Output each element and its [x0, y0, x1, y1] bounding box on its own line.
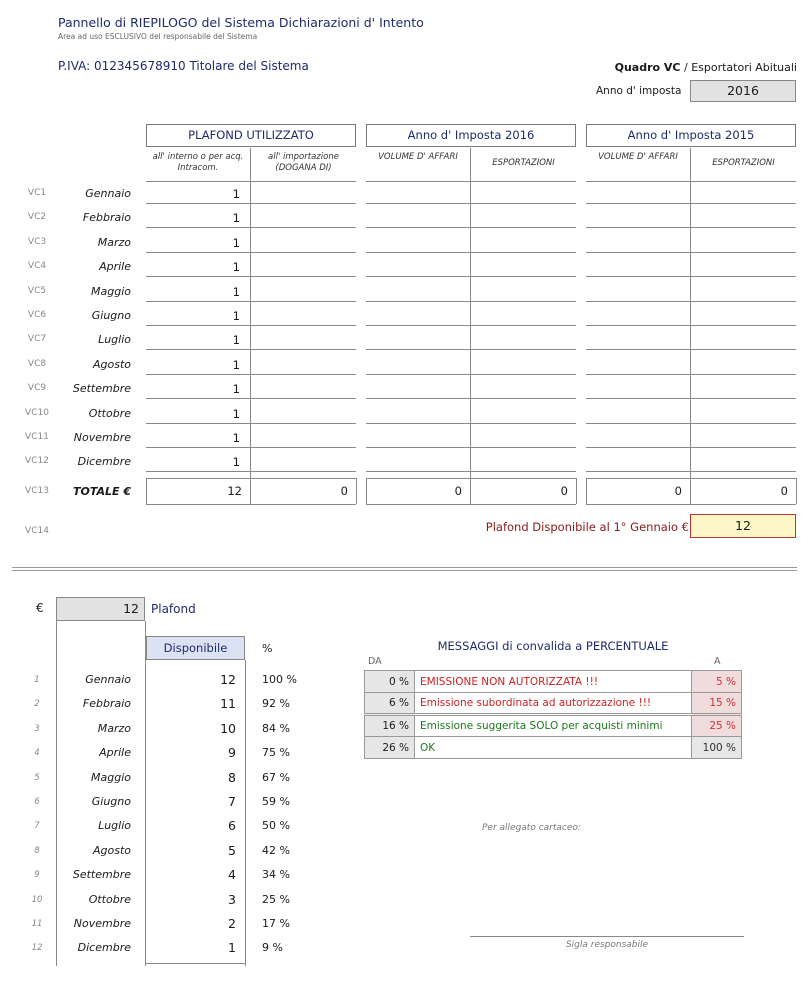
sub-header-importazione: all' importazione (DOGANA DI) [268, 152, 339, 173]
total-border [576, 478, 577, 504]
message-row [365, 715, 742, 737]
sub-header-intracom: all' interno o per acq. Intracom. [152, 152, 244, 173]
message-text: Emissione subordinata ad autorizzazione !!! [415, 693, 692, 715]
bottom-right-border [245, 660, 246, 966]
piva-label: P.IVA: 012345678910 Titolare del Sistema [58, 59, 309, 73]
sub-header-esportazioni-2016: ESPORTAZIONI [492, 158, 555, 168]
total-value: 12 [227, 484, 242, 498]
row-value[interactable]: 1 [232, 455, 240, 470]
plafond-value-field[interactable]: 12 [56, 597, 145, 621]
row-divider [146, 423, 356, 424]
row-divider [586, 349, 796, 350]
plafond-disponibile-field[interactable]: 12 [690, 514, 796, 538]
bottom-row-month: Febbraio [82, 697, 131, 711]
percent-header: % [262, 642, 273, 655]
message-from: 26 % [365, 737, 415, 759]
row-value[interactable]: 1 [232, 309, 240, 323]
bottom-row-number: 1 [34, 675, 40, 685]
bottom-row-number: 8 [34, 845, 40, 856]
allegato-label: Per allegato cartaceo: [482, 823, 581, 833]
grid-border [146, 181, 356, 182]
row-divider [586, 301, 796, 302]
row-code: VC5 [27, 285, 47, 296]
grid-border [586, 478, 796, 479]
section-divider [12, 567, 797, 571]
anno-imposta-field[interactable]: 2016 [690, 80, 796, 102]
row-divider [586, 374, 796, 375]
bottom-row-number: 9 [34, 870, 40, 881]
row-value[interactable]: 1 [232, 235, 240, 250]
row-code: VC9 [27, 383, 47, 394]
row-month: Novembre [73, 431, 131, 444]
row-value[interactable]: 1 [232, 187, 240, 201]
row-divider [366, 252, 576, 253]
row-month: Ottobre [88, 406, 131, 420]
total-border [796, 478, 797, 504]
column-divider [250, 148, 251, 504]
row-divider [146, 276, 356, 277]
row-month: Aprile [99, 260, 131, 274]
row-divider [586, 227, 796, 228]
bottom-row-percent: 50 % [262, 819, 290, 833]
bottom-row-disponibile: 6 [228, 818, 236, 834]
row-divider [366, 227, 576, 228]
message-from: 0 % [365, 671, 415, 693]
bottom-row-number: 7 [34, 821, 40, 832]
message-text: OK [415, 737, 692, 759]
row-code: VC12 [25, 456, 49, 467]
anno-imposta-label: Anno d' imposta [596, 85, 682, 97]
message-text: EMISSIONE NON AUTORIZZATA !!! [415, 671, 692, 693]
row-code: VC3 [27, 236, 47, 247]
message-row [365, 693, 742, 715]
bottom-row-disponibile: 9 [228, 745, 236, 761]
plafond-utilizzato-header: PLAFOND UTILIZZATO [146, 124, 356, 147]
row-divider [366, 325, 576, 326]
row-code: VC1 [27, 188, 47, 198]
row-code: VC2 [27, 212, 47, 223]
grid-border [146, 478, 356, 479]
row-month: Giugno [91, 309, 131, 322]
total-value: 0 [674, 484, 682, 498]
row-divider [366, 349, 576, 350]
quadro-label: Quadro VC / Esportatori Abituali [614, 61, 797, 74]
total-label: TOTALE € [72, 485, 131, 498]
bottom-row-month: Novembre [73, 917, 131, 930]
total-value: 0 [454, 484, 462, 498]
bottom-row-percent: 100 % [262, 673, 297, 686]
bottom-row-disponibile: 8 [228, 769, 236, 785]
message-row [365, 671, 742, 693]
messages-table [364, 670, 742, 759]
bottom-row-number: 11 [31, 919, 43, 929]
row-month: Settembre [72, 382, 131, 396]
bottom-row-disponibile: 10 [220, 720, 236, 736]
row-value[interactable]: 1 [232, 382, 240, 397]
bottom-row-percent: 34 % [262, 868, 290, 882]
total-value: 0 [560, 484, 568, 498]
row-divider [586, 276, 796, 277]
row-code: VC7 [27, 334, 47, 345]
row-value[interactable]: 1 [232, 284, 240, 299]
total-border [356, 478, 357, 504]
grid-border [366, 504, 576, 505]
message-text: Emissione suggerita SOLO per acquisti minimi [415, 715, 692, 737]
row-divider [146, 203, 356, 204]
bottom-row-disponibile: 1 [228, 940, 236, 956]
da-label: DA [368, 656, 382, 667]
row-divider [146, 252, 356, 253]
a-label: A [714, 656, 721, 667]
grid-border [366, 181, 576, 182]
message-row [365, 737, 742, 759]
row-divider [146, 374, 356, 375]
message-from: 6 % [365, 693, 415, 715]
row-divider [586, 471, 796, 472]
bottom-row-month: Settembre [72, 868, 131, 882]
disponibile-header: Disponibile [146, 636, 245, 660]
total-code: VC13 [25, 486, 49, 496]
anno-2015-header: Anno d' Imposta 2015 [586, 124, 796, 147]
row-code: VC4 [27, 261, 47, 272]
sub-header-volume-2015: VOLUME D' AFFARI [598, 152, 678, 162]
row-divider [146, 398, 356, 399]
bottom-row-percent: 17 % [262, 917, 290, 930]
row-divider [586, 423, 796, 424]
plafond-label: Plafond [151, 602, 196, 616]
row-value[interactable]: 1 [232, 431, 240, 445]
row-divider [586, 252, 796, 253]
bottom-row-month: Gennaio [85, 673, 131, 686]
anno-2016-header: Anno d' Imposta 2016 [366, 124, 576, 147]
row-value[interactable]: 1 [232, 260, 240, 275]
bottom-row-month: Maggio [91, 770, 131, 784]
row-divider [586, 398, 796, 399]
bottom-row-disponibile: 4 [228, 867, 236, 883]
bottom-row-disponibile: 12 [220, 672, 236, 687]
bottom-row-month: Dicembre [77, 941, 131, 955]
bottom-row-month: Ottobre [88, 892, 131, 906]
page-title: Pannello di RIEPILOGO del Sistema Dichiarazioni d' Intento [58, 15, 424, 30]
sub-header-volume-2016: VOLUME D' AFFARI [378, 152, 458, 162]
bottom-row-number: 12 [31, 943, 43, 954]
vc14-code: VC14 [25, 526, 49, 536]
bottom-row-percent: 9 % [262, 941, 283, 955]
messaggi-title: MESSAGGI di convalida a PERCENTUALE [437, 639, 669, 653]
row-divider [146, 447, 356, 448]
bottom-row-disponibile: 2 [228, 916, 236, 931]
bottom-row-number: 3 [34, 723, 40, 734]
row-month: Dicembre [77, 455, 131, 469]
bottom-row-month: Aprile [99, 746, 131, 760]
row-divider [586, 447, 796, 448]
row-code: VC8 [27, 358, 47, 369]
euro-symbol: € [36, 601, 44, 615]
message-from: 16 % [365, 715, 415, 737]
row-value[interactable]: 1 [232, 333, 240, 348]
bottom-row-disponibile: 11 [220, 696, 236, 712]
row-code: VC11 [25, 432, 49, 442]
signature-line [470, 936, 744, 937]
bottom-row-number: 2 [34, 699, 40, 710]
bottom-row-percent: 75 % [262, 746, 290, 760]
row-value[interactable]: 1 [232, 406, 240, 421]
bottom-row-disponibile: 7 [228, 794, 236, 809]
row-divider [146, 301, 356, 302]
bottom-row-disponibile: 3 [228, 891, 236, 907]
row-divider [146, 325, 356, 326]
bottom-row-percent: 84 % [262, 721, 290, 735]
row-month: Febbraio [82, 211, 131, 225]
row-divider [366, 203, 576, 204]
bottom-row-month: Luglio [98, 819, 131, 833]
sigla-label: Sigla responsabile [565, 940, 649, 950]
row-divider [366, 301, 576, 302]
sub-header-esportazioni-2015: ESPORTAZIONI [712, 158, 775, 168]
row-divider [146, 227, 356, 228]
bottom-row-percent: 59 % [262, 795, 290, 808]
row-divider [366, 447, 576, 448]
bottom-row-number: 10 [31, 894, 43, 905]
message-to: 5 % [692, 671, 742, 693]
bottom-row-number: 5 [34, 772, 40, 783]
bottom-row-month: Marzo [97, 721, 131, 735]
row-code: VC6 [27, 310, 47, 320]
grid-border [146, 504, 356, 505]
column-divider [470, 148, 471, 504]
total-value: 0 [340, 484, 348, 498]
row-divider [586, 203, 796, 204]
page-subtitle: Area ad uso ESCLUSIVO del responsabile del Sistema [58, 32, 258, 41]
row-month: Agosto [92, 357, 131, 371]
grid-border [586, 181, 796, 182]
grid-border [586, 504, 796, 505]
bottom-row-month: Agosto [92, 843, 131, 857]
row-divider [366, 374, 576, 375]
row-month: Maggio [91, 284, 131, 298]
total-value: 0 [780, 484, 788, 498]
bottom-row-month: Giugno [91, 795, 131, 808]
bottom-row-number: 4 [34, 748, 40, 759]
row-month: Luglio [98, 333, 131, 347]
bottom-grid-end [146, 963, 245, 964]
row-value[interactable]: 1 [232, 211, 240, 226]
message-to: 100 % [692, 737, 742, 759]
row-month: Gennaio [85, 187, 131, 200]
row-divider [366, 471, 576, 472]
bottom-row-percent: 67 % [262, 770, 290, 784]
plafond-disponibile-label: Plafond Disponibile al 1° Gennaio € [485, 520, 689, 534]
row-divider [146, 349, 356, 350]
bottom-row-number: 6 [34, 797, 40, 807]
column-divider [690, 148, 691, 504]
row-divider [366, 423, 576, 424]
row-value[interactable]: 1 [232, 357, 240, 372]
message-to: 15 % [692, 693, 742, 715]
bottom-row-percent: 42 % [262, 843, 290, 857]
row-divider [146, 471, 356, 472]
row-divider [366, 398, 576, 399]
row-divider [366, 276, 576, 277]
grid-border [366, 478, 576, 479]
message-to: 25 % [692, 715, 742, 737]
row-month: Marzo [97, 235, 131, 249]
bottom-row-disponibile: 5 [228, 842, 236, 858]
bottom-row-percent: 25 % [262, 892, 290, 906]
bottom-row-percent: 92 % [262, 697, 290, 711]
row-divider [586, 325, 796, 326]
row-code: VC10 [25, 407, 49, 418]
